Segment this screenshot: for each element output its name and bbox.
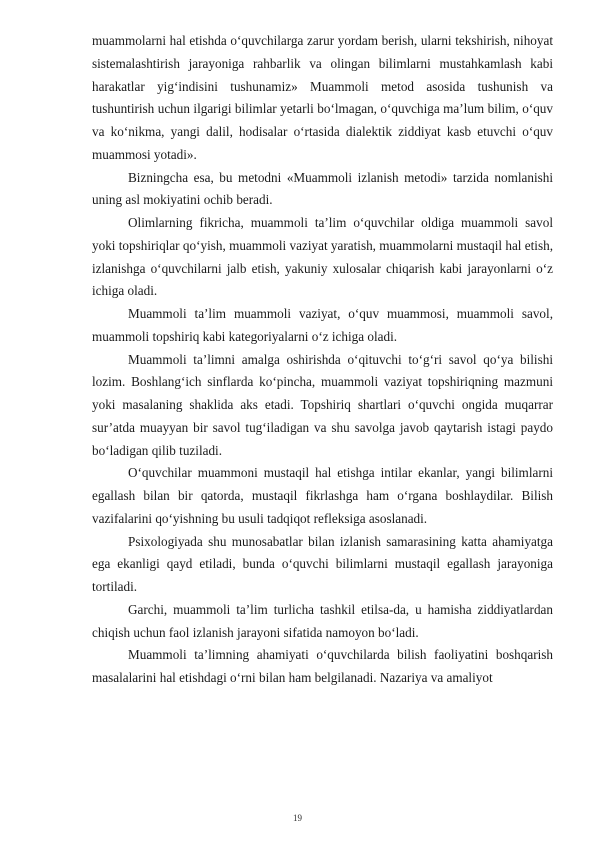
paragraph-psychology: Psixologiyada shu munosabatlar bilan izlanish samarasining katta ahamiyatga ega ekanligi qayd etiladi, bunda o‘quvchi bilimlarni mustaqil egallash jarayoniga tortiladi. bbox=[92, 533, 553, 594]
page-number: 19 bbox=[293, 813, 302, 823]
paragraph-scholars-opinion: Olimlarning fikricha, muammoli ta’lim o‘quvchilar oldiga muammoli savol yoki topshiriqlar qo‘yish, muammoli vaziyat yaratish, muammolarni mustaqil hal etish, izlanishga o‘quvchilarni jalb etish, yakuniy xulosalar chiqarish kabi jarayonlarni o‘z ichiga oladi. bbox=[92, 215, 553, 299]
paragraph-contradictions: Garchi, muammoli ta’lim turlicha tashkil etilsa-da, u hamisha ziddiyatlardan chiqish uchun faol izlanish jarayoni sifatida namoyon bo‘ladi. bbox=[92, 601, 553, 640]
paragraph-categories: Muammoli ta’lim muammoli vaziyat, o‘quv muammosi, muammoli savol, muammoli topshiriq kabi kategoriyalarni o‘z ichiga oladi. bbox=[92, 306, 553, 344]
paragraph-continuation: muammolarni hal etishda o‘quvchilarga zarur yordam berish, ularni tekshirish, nihoyat sistemalashtirish jarayoniga rahbarlik va olingan bilimlarni mustahkamlash kabi harakatlar yig‘indisini tushunamiz» Muammoli metod asosida tushunish va tushuntirish uchun ilgarigi bilimlar yetarli bo‘lmagan, o‘quvchiga ma’lum bilim, o‘quv va ko‘nikma, yangi dalil, hodisalar o‘rtasida dialektik ziddiyat kasb etuvchi o‘quv muammosi yotadi». bbox=[92, 33, 553, 162]
paragraph-method-naming: Bizningcha esa, bu metodni «Muammoli izlanish metodi» tarzida nomlanishi uning asl mokiyatini ochib beradi. bbox=[92, 169, 553, 208]
body-text bbox=[92, 30, 553, 690]
paragraph-independent-solving: O‘quvchilar muammoni mustaqil hal etishga intilar ekanlar, yangi bilimlarni egallash bilan bir qatorda, mustaqil fikrlashga ham o‘rgana boshlaydilar. Bilish vazifalarini qo‘yishning bu usuli tadqiqot refleksiga asoslanadi. bbox=[92, 465, 553, 526]
paragraph-teacher-question: Muammoli ta’limni amalga oshirishda o‘qituvchi to‘g‘ri savol qo‘ya bilishi lozim. Boshlang‘ich sinflarda ko‘pincha, muammoli vaziyat topshiriqning mazmuni yoki masalaning shaklida aks etadi. Topshiriq shartlari o‘quvchi ongida muqarrar sur’atda muayyan bir savol tug‘iladigan va shu savolga javob qaytarish istagi paydo bo‘ladigan qilib tuziladi. bbox=[92, 351, 553, 458]
paragraph-importance: Muammoli ta’limning ahamiyati o‘quvchilarda bilish faoliyatini boshqarish masalalarini hal etishdagi o‘rni bilan ham belgilanadi. Nazariya va amaliyot bbox=[92, 647, 553, 685]
